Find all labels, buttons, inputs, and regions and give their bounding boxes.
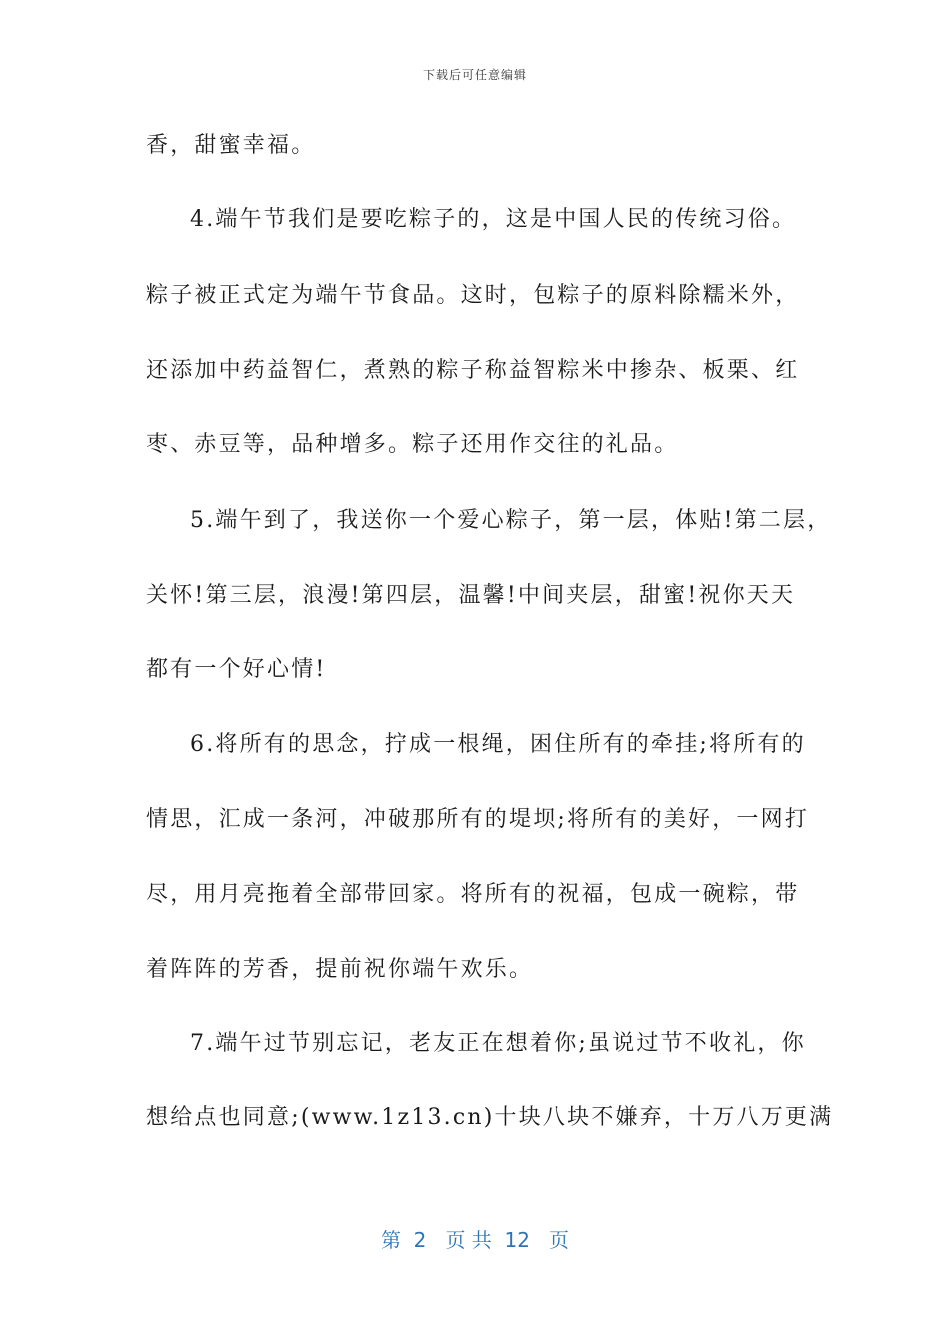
text-line: 都有一个好心情!	[146, 657, 327, 682]
paragraph-7-line-1: 7.端午过节别忘记，老友正在想着你;虽说过节不收礼，你	[190, 1031, 806, 1056]
page-header-note: 下载后可任意编辑	[422, 68, 527, 82]
paragraph-5-line-1: 5.端午到了，我送你一个爱心粽子，第一层，体贴!第二层，	[190, 508, 832, 533]
text-line: 还添加中药益智仁，煮熟的粽子称益智粽米中掺杂、板栗、红	[146, 358, 800, 383]
paragraph-4-line-1: 4.端午节我们是要吃粽子的，这是中国人民的传统习俗。	[190, 207, 797, 232]
text-line: 着阵阵的芳香，提前祝你端午欢乐。	[146, 957, 534, 982]
text-line: 香，甜蜜幸福。	[146, 133, 316, 158]
text-line: 想给点也同意;(www.1z13.cn)十块八块不嫌弃，十万八万更满	[146, 1105, 834, 1130]
text-line: 粽子被正式定为端午节食品。这时，包粽子的原料除糯米外，	[146, 283, 800, 308]
text-line: 情思，汇成一条河，冲破那所有的堤坝;将所有的美好，一网打	[146, 807, 810, 832]
text-line: 关怀!第三层，浪漫!第四层，温馨!中间夹层，甜蜜!祝你天天	[146, 583, 796, 608]
page-number-footer: 第 2 页 共 12 页	[380, 1228, 570, 1252]
text-line: 尽，用月亮拖着全部带回家。将所有的祝福，包成一碗粽，带	[146, 882, 800, 907]
text-line: 枣、赤豆等，品种增多。粽子还用作交往的礼品。	[146, 432, 679, 457]
paragraph-6-line-1: 6.将所有的思念，拧成一根绳，困住所有的牵挂;将所有的	[190, 732, 806, 757]
